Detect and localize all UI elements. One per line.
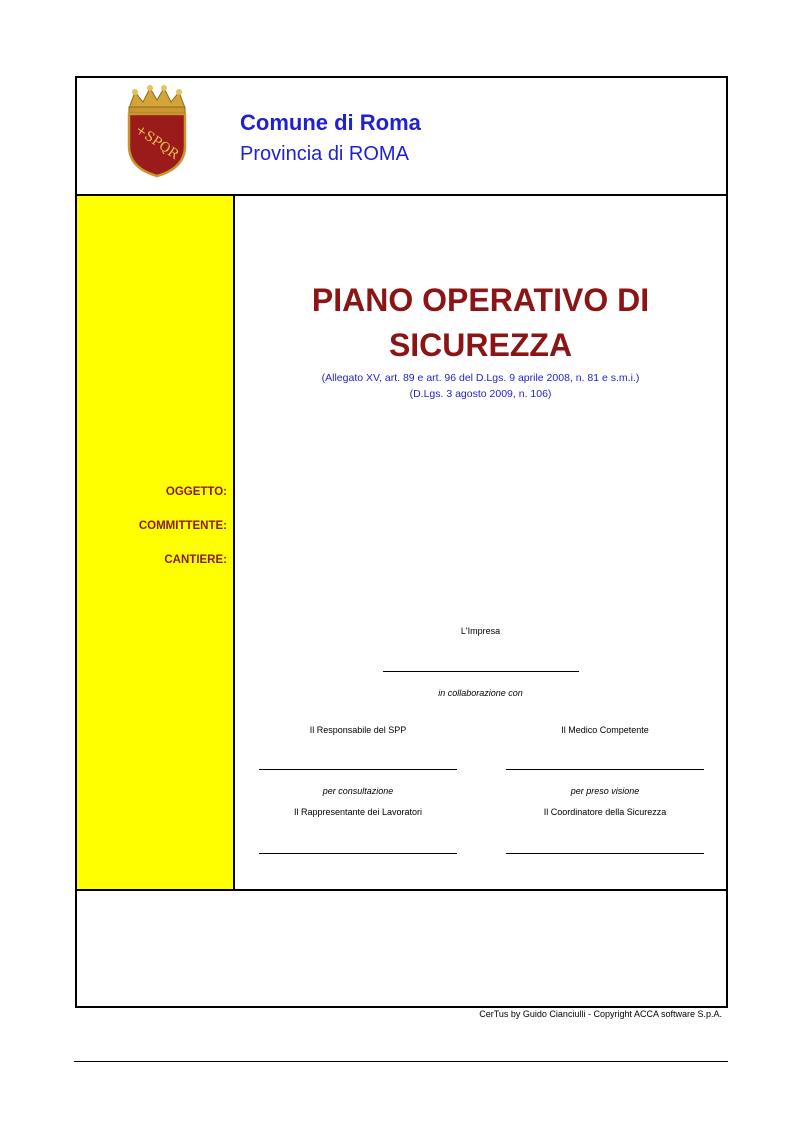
impresa-signature-line: [383, 671, 579, 672]
responsabile-signature-line: [259, 769, 457, 770]
rappresentante-signature-line: [259, 853, 457, 854]
collaborazione-label: in collaborazione con: [438, 688, 523, 698]
committente-label: COMMITTENTE:: [138, 520, 227, 532]
comune-title: Comune di Roma: [240, 110, 421, 135]
bottom-section-divider: [77, 889, 726, 891]
legal-reference-line2: (D.Lgs. 3 agosto 2009, n. 106): [409, 388, 552, 400]
medico-label: Il Medico Competente: [561, 725, 649, 735]
impresa-label: L'Impresa: [460, 626, 501, 636]
spqr-crest-icon: [121, 84, 193, 178]
footer-rule: [74, 1061, 728, 1062]
rappresentante-label: Il Rappresentante dei Lavoratori: [293, 807, 423, 817]
document-title-line2: SICUREZZA: [388, 327, 573, 363]
responsabile-spp-label: Il Responsabile del SPP: [309, 725, 407, 735]
oggetto-label: OGGETTO:: [165, 486, 227, 498]
svg-text:+SPQR: +SPQR: [132, 122, 182, 163]
content-area: [235, 196, 726, 889]
header: [77, 78, 726, 196]
document-frame: [75, 76, 728, 1008]
yellow-sidebar: [77, 196, 235, 889]
copyright-notice: CerTus by Guido Cianciulli - Copyright ACCA software S.p.A.: [479, 1009, 722, 1019]
medico-signature-line: [506, 769, 704, 770]
legal-reference-line1: (Allegato XV, art. 89 e art. 96 del D.Lgs. 9 aprile 2008, n. 81 e s.m.i.): [321, 372, 640, 384]
coordinatore-signature-line: [506, 853, 704, 854]
provincia-subtitle: Provincia di ROMA: [240, 143, 409, 165]
main-section: [77, 196, 726, 889]
per-presa-visione-label: per preso visione: [570, 786, 640, 796]
cantiere-label: CANTIERE:: [164, 554, 227, 566]
coordinatore-label: Il Coordinatore della Sicurezza: [543, 807, 667, 817]
document-title-line1: PIANO OPERATIVO DI: [311, 282, 650, 318]
per-consultazione-label: per consultazione: [322, 786, 394, 796]
